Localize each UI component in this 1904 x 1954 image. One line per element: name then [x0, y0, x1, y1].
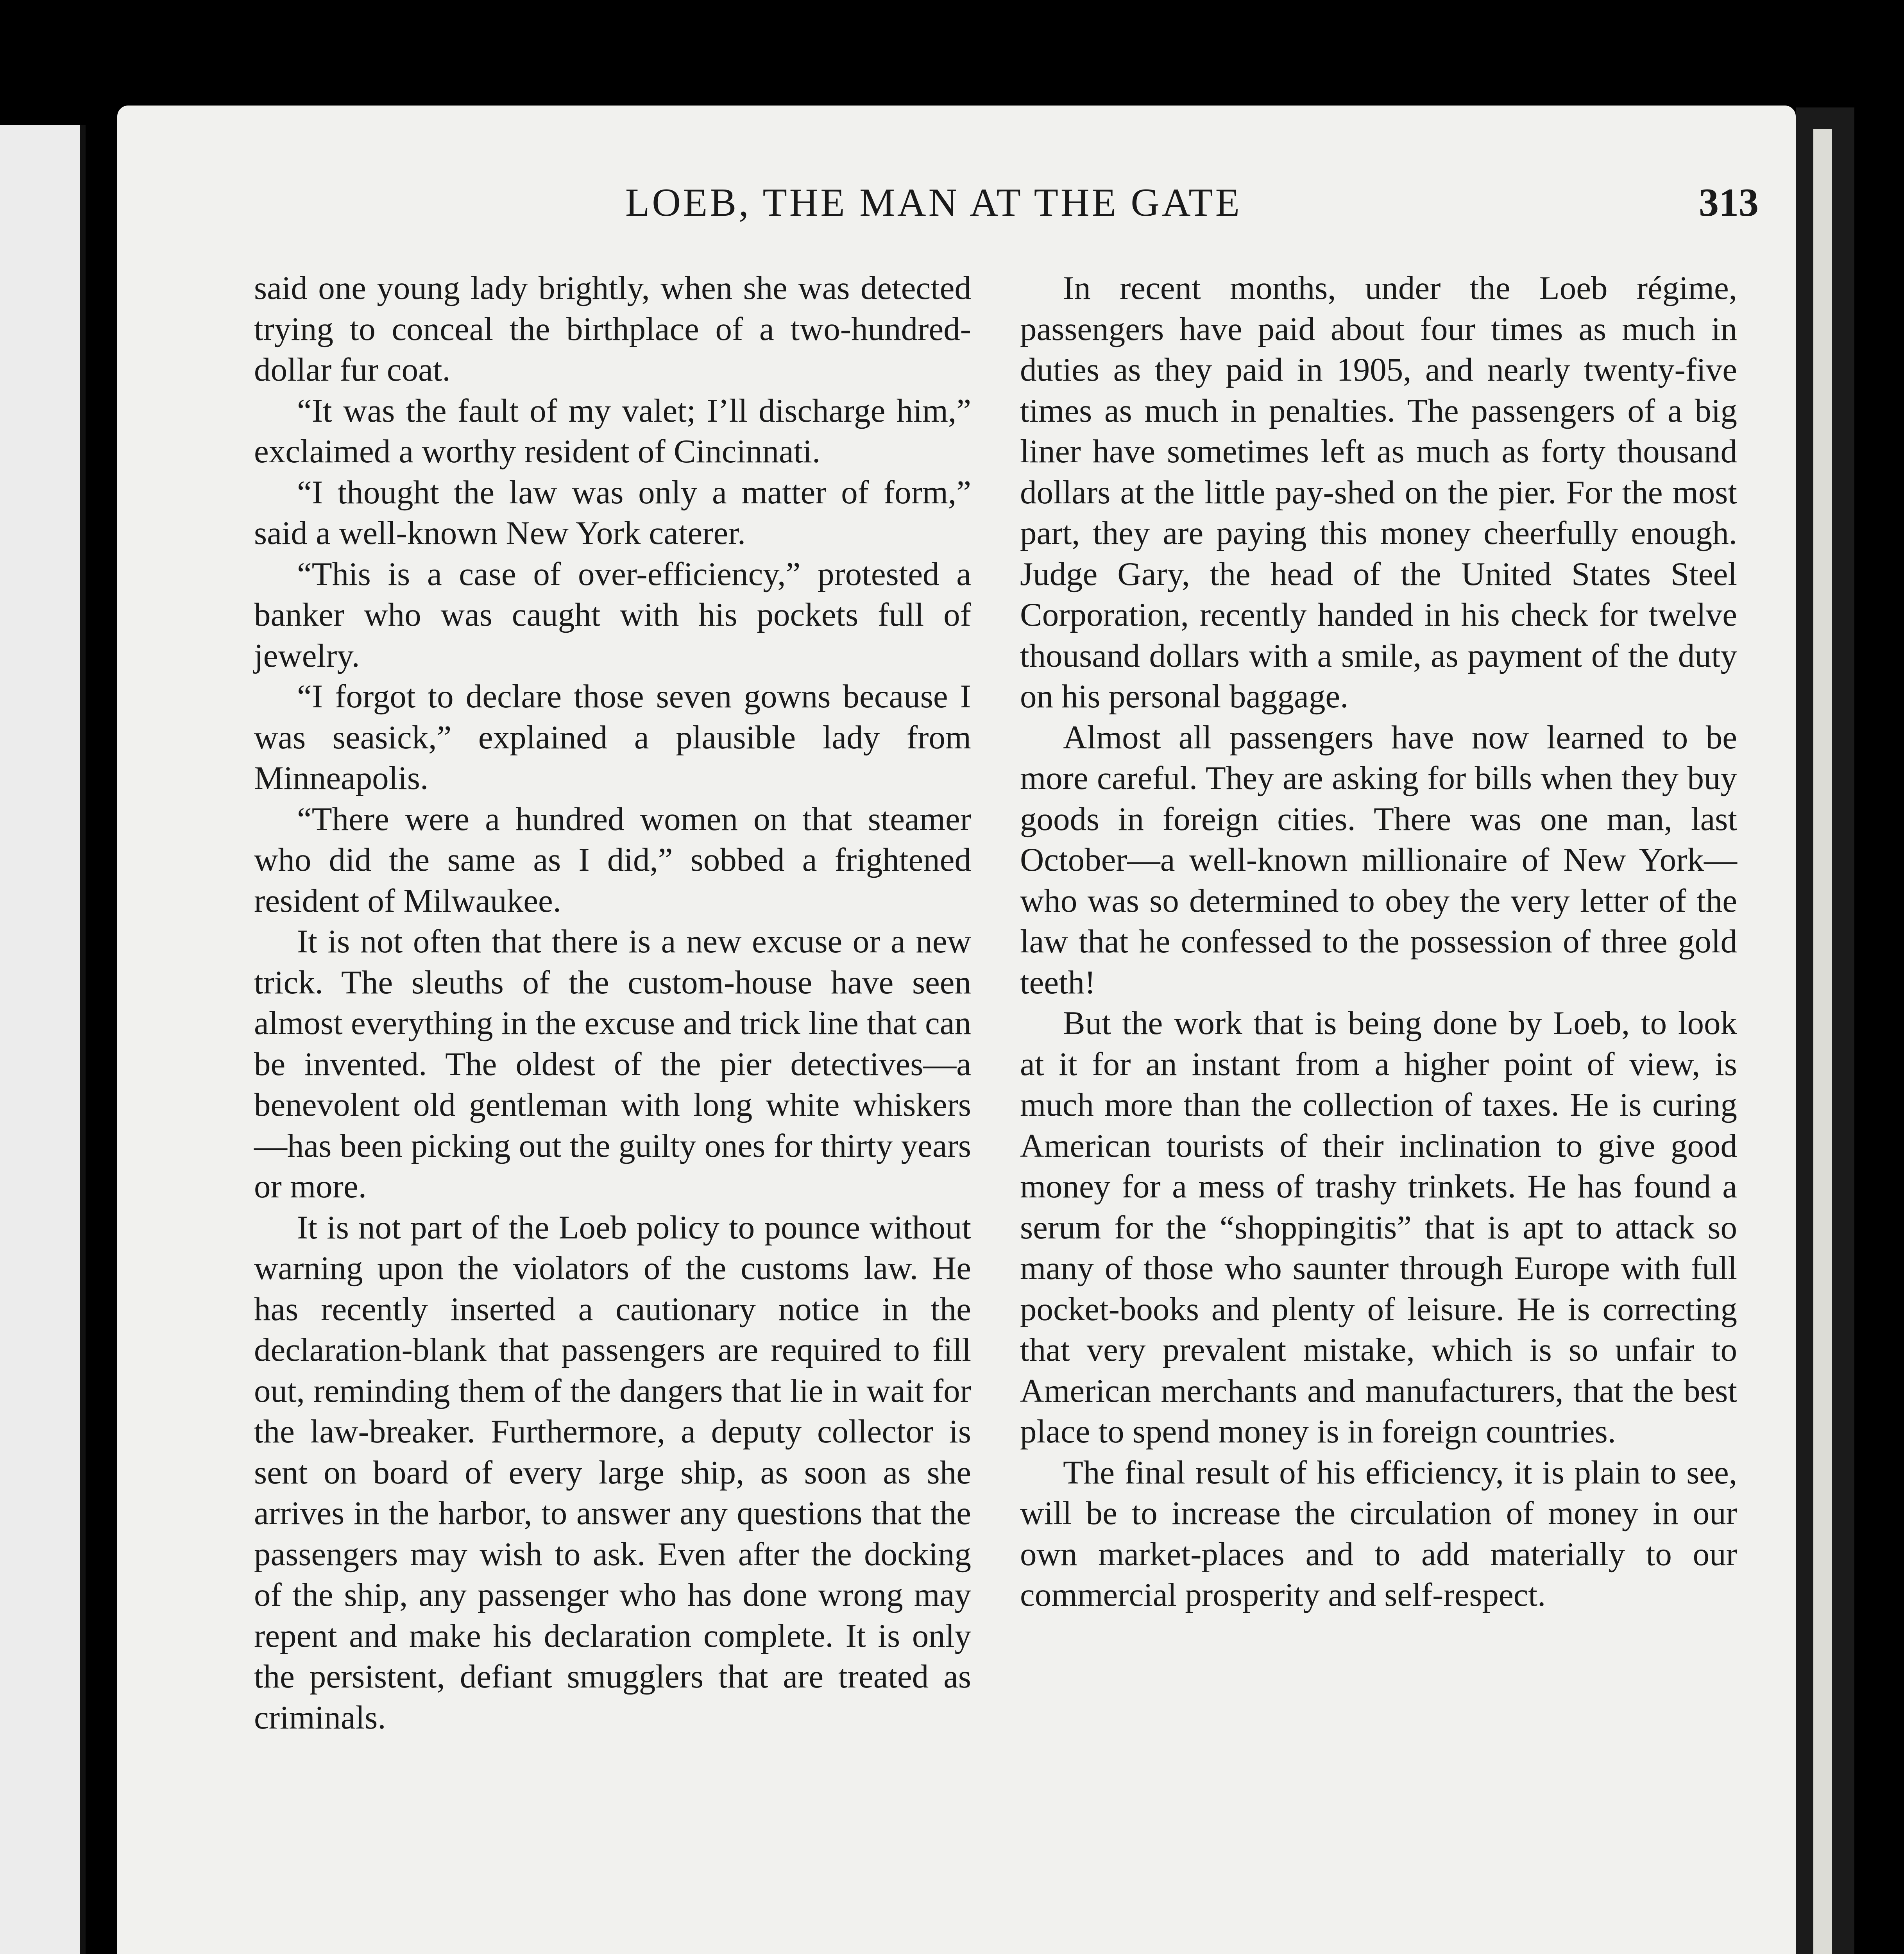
- facing-page-edge: [0, 125, 86, 1954]
- paragraph: It is not often that there is a new excuse or a new trick. The sleuths of the custom-house have seen almost everything in the excuse and trick line that can be invented. The oldest of the pier detectives—a benevolent old gentleman with long white whiskers —has been picking out the guilty ones for thirty years or more.: [254, 923, 971, 1205]
- paragraph: said one young lady brightly, when she was detected trying to conceal the birthplace of a two-hundred-dollar fur coat.: [254, 270, 971, 388]
- next-page-edge: [1813, 129, 1832, 1954]
- paragraph: “It was the fault of my valet; I’ll discharge him,” exclaimed a worthy resident of Cincinnati.: [254, 392, 971, 470]
- paragraph: In recent months, under the Loeb régime, passengers have paid about four times as much in duties as they paid in 1905, and nearly twenty-five times as much in penalties. The passengers of a big liner have sometimes left as much as forty thousand dollars at the little pay-shed on the pier. For the most part, they are paying this money cheerfully enough. Judge Gary, the head of the United States Steel Corporation, recently handed in his check for twelve thousand dollars with a smile, as payment of the duty on his personal baggage.: [1020, 270, 1737, 715]
- paragraph: The final result of his efficiency, it is plain to see, will be to increase the circulation of money in our own market-places and to add materially to our commercial prosperity and self-respect.: [1020, 1454, 1737, 1613]
- paragraph: “I thought the law was only a matter of form,” said a well-known New York caterer.: [254, 474, 971, 551]
- paragraph: “There were a hundred women on that steamer who did the same as I did,” sobbed a frightened resident of Milwaukee.: [254, 800, 971, 919]
- paragraph: Almost all passengers have now learned to be more careful. They are asking for bills when they buy goods in foreign cities. There was one man, last October—a well-known millionaire of New York—who was so determined to obey the very letter of the law that he confessed to the possession of three gold teeth!: [1020, 719, 1737, 1001]
- running-title: LOEB, THE MAN AT THE GATE: [625, 181, 1242, 225]
- paragraph: It is not part of the Loeb policy to pounce without warning upon the violators of the customs law. He has recently inserted a cautionary notice in the declaration-blank that passengers are required to fill out, reminding them of the dangers that lie in wait for the law-breaker. Furthermore, a deputy collector is sent on board of every large ship, as soon as she arrives in the harbor, to answer any questions that the passengers may wish to ask. Even after the docking of the ship, any passenger who has done wrong may repent and make his declaration complete. It is only the persistent, defiant smugglers that are treated as criminals.: [254, 1209, 971, 1736]
- article-column-right: [1020, 268, 1737, 1616]
- paragraph: “This is a case of over-efficiency,” protested a banker who was caught with his pockets full of jewelry.: [254, 555, 971, 674]
- paragraph: But the work that is being done by Loeb, to look at it for an instant from a higher point of view, is much more than the collection of taxes. He is curing American tourists of their inclination to give good money for a mess of trashy trinkets. He has found a serum for the “shoppingitis” that is apt to attack so many of those who saunter through Europe with full pocket-books and plenty of leisure. He is correcting that very prevalent mistake, which is so unfair to American merchants and manufacturers, that the best place to spend money is in foreign countries.: [1020, 1005, 1737, 1450]
- article-column-left: [254, 268, 971, 1738]
- page-header: [625, 180, 1759, 242]
- paragraph: “I forgot to declare those seven gowns because I was seasick,” explained a plausible lady from Minneapolis.: [254, 678, 971, 796]
- page-number: 313: [1699, 181, 1759, 225]
